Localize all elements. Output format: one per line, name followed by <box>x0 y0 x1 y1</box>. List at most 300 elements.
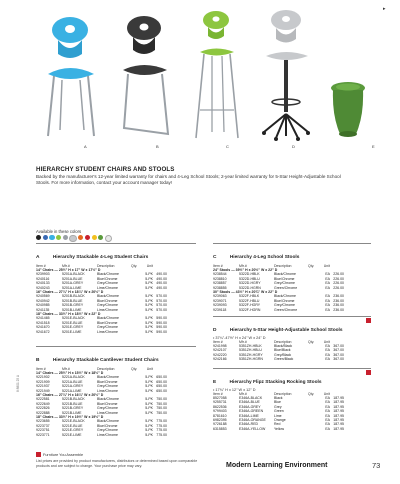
section-divider <box>36 243 196 244</box>
mfr-number: 5221B-GREY <box>62 406 84 411</box>
photo-letter-a: A <box>84 144 87 149</box>
column-header: Description <box>97 366 115 371</box>
color-swatch <box>63 235 68 240</box>
description: Black/Chrome <box>274 294 296 299</box>
description: Grey/Chrome <box>97 428 119 433</box>
column-header: Unit <box>146 366 153 371</box>
mfr-number: 5221E-BLACK <box>62 419 85 424</box>
quantity <box>308 427 320 431</box>
description: Blue/Chrome <box>97 320 118 325</box>
section-e <box>213 368 371 431</box>
assembly-legend <box>36 452 83 457</box>
unit: 5-PK <box>145 379 153 384</box>
mfr-number: E346A-ORANGE <box>239 418 266 423</box>
item-number: 9240243 <box>36 285 50 290</box>
size-spec: 16" Chairs — 27¼" H x 18¼" W x 20½" D <box>36 290 104 295</box>
description: Blue/Chrome <box>97 298 118 303</box>
unit: 5-PK <box>145 419 153 424</box>
mfr-number: 5322F-HGRY <box>239 303 261 308</box>
description: Grey/Chrome <box>274 281 296 286</box>
item-number: 9223737 <box>36 423 50 428</box>
section-divider <box>213 368 371 369</box>
mfr-number: 5221A-BLACK <box>62 375 85 380</box>
section-d <box>213 316 371 362</box>
price: 490.00 <box>156 276 167 281</box>
mfr-number: 5351ZH-HBLU <box>239 348 262 353</box>
mfr-number: E346A-LIME <box>239 413 259 418</box>
item-number: 6982395 <box>213 418 227 423</box>
unit: 5-PK <box>145 272 153 277</box>
unit: 5-PK <box>145 375 153 380</box>
mfr-number: E346A-GREEN <box>239 409 264 414</box>
item-number: 9222581 <box>36 397 50 402</box>
price: 236.00 <box>333 294 344 299</box>
unit: EA <box>325 409 330 414</box>
stool-e-illustration <box>331 82 365 137</box>
unit: 5-PK <box>145 397 153 402</box>
price: 187.95 <box>333 396 344 400</box>
description: Blue <box>274 400 282 405</box>
price: 590.00 <box>156 329 167 334</box>
mfr-number: E346A-BLUE <box>239 400 260 405</box>
item-number: 9241465 <box>36 316 50 321</box>
item-number: 9240569 <box>36 294 50 299</box>
item-number: 9241518 <box>36 320 50 325</box>
item-number: 9726188 <box>213 422 227 427</box>
color-swatch <box>49 235 54 240</box>
product-photos <box>28 10 400 150</box>
description: Yellow <box>274 426 284 431</box>
unit: EA <box>325 426 330 431</box>
section-letter: C <box>213 254 217 260</box>
mfr-number: 5201A-BLUE <box>62 276 83 281</box>
description: Grey <box>274 404 282 409</box>
column-header: Unit <box>323 263 330 268</box>
unit: 5-PK <box>145 329 153 334</box>
description: Black/Chrome <box>97 316 119 321</box>
unit: EA <box>325 285 330 290</box>
item-number: 9221909 <box>36 379 50 384</box>
item-number: 9239093 <box>213 303 227 308</box>
footer-section-title: Modern Learning Environment <box>226 462 328 469</box>
price: 226.00 <box>333 272 344 277</box>
unit: EA <box>325 357 330 362</box>
item-number: 9799403 <box>213 409 227 414</box>
description: Lime/Chrome <box>97 307 119 312</box>
table-row <box>36 330 167 334</box>
unit: EA <box>325 422 330 427</box>
item-number: 8781610 <box>213 413 227 418</box>
mfr-number: 5221B-BLACK <box>62 397 85 402</box>
quantity <box>308 357 320 361</box>
mfr-number: 5322F-HBLK <box>239 294 260 299</box>
unit: 5-PK <box>145 410 153 415</box>
stool-c-illustration <box>196 11 238 138</box>
size-spec: 18" Chairs — 33½" H x 19½" W x 19½" D <box>36 415 104 420</box>
chair-a-illustration <box>48 17 94 136</box>
description: Lime/Chrome <box>97 432 119 437</box>
color-swatch <box>43 235 48 240</box>
item-number: 9242107 <box>213 348 227 353</box>
mfr-number: 5201A-BLACK <box>62 272 85 277</box>
column-header: Mfr.# <box>62 263 70 268</box>
description: Grey/Black <box>274 352 292 357</box>
unit: EA <box>325 396 330 400</box>
price: 367.00 <box>333 352 344 357</box>
price: 187.95 <box>333 409 344 414</box>
item-number: 9221937 <box>36 384 50 389</box>
mfr-number: 5322D-HBLU <box>239 276 260 281</box>
column-header: Unit <box>323 339 330 344</box>
section-divider <box>213 316 371 317</box>
section-divider <box>36 346 196 347</box>
color-swatch <box>98 235 103 240</box>
price: 590.00 <box>156 320 167 325</box>
price: 226.00 <box>333 281 344 286</box>
mfr-number: 5201E-GREY <box>62 325 84 330</box>
section-b <box>36 346 196 437</box>
item-number: 9240116 <box>36 276 50 281</box>
item-number: 9238810 <box>213 276 227 281</box>
item-number: 6315853 <box>213 426 227 431</box>
unit: 5-PK <box>145 320 153 325</box>
assembly-icon <box>36 452 41 457</box>
section-title: Hierarchy Stackable 4-Leg Student Chairs <box>52 254 149 260</box>
section-title: Hierarchy Flipz Stacking Rocking Stools <box>229 379 322 385</box>
intro-text: Backed by the manufacturer's 12-year limited warranty for chairs and 4-Leg School Stools; 2-year limited warranty for 5-Star Height-Adjustable School Stools. For more information, contact your account manager today! <box>36 174 341 185</box>
item-number: 9221949 <box>36 388 50 393</box>
section-title: Hierarchy 4-Leg School Stools <box>229 254 300 260</box>
corner-mark: ▸ <box>383 6 386 12</box>
item-number: 9223655 <box>36 419 50 424</box>
item-number: 9242166 <box>213 357 227 362</box>
section-letter: B <box>36 357 40 363</box>
price: 650.00 <box>156 388 167 393</box>
description: Green/Chrome <box>274 307 298 312</box>
table-row <box>213 357 344 361</box>
mfr-number: 5201B-LIME <box>62 307 82 312</box>
mfr-number: E346A-GREY <box>239 404 261 409</box>
column-header: Item # <box>213 263 223 268</box>
mfr-number: 5221E-BLUE <box>62 423 83 428</box>
mfr-number: E346A-RED <box>239 422 259 427</box>
price: 775.00 <box>156 432 167 437</box>
mfr-number: 5322D-HGRY <box>239 281 261 286</box>
price: 367.00 <box>333 357 344 362</box>
unit: 5-PK <box>145 384 153 389</box>
section-letter: E <box>213 379 217 385</box>
price: 187.95 <box>333 413 344 418</box>
price: 590.00 <box>156 316 167 321</box>
unit: EA <box>325 303 330 308</box>
unit: 5-PK <box>145 285 153 290</box>
description: Lime/Chrome <box>97 329 119 334</box>
item-number: 9240133 <box>36 281 50 286</box>
item-number: 9221902 <box>36 375 50 380</box>
mfr-number: 5201E-BLACK <box>62 316 85 321</box>
description: Grey/Chrome <box>97 303 119 308</box>
mfr-number: 5201B-BLUE <box>62 298 83 303</box>
price: 490.00 <box>156 272 167 277</box>
section-letter: A <box>36 254 40 260</box>
price: 490.00 <box>156 285 167 290</box>
side-code: 8 8801 25 A <box>16 374 20 392</box>
description: Green/Black <box>274 357 294 362</box>
description: Black/Chrome <box>97 419 119 424</box>
price: 775.00 <box>156 419 167 424</box>
description: Black/Chrome <box>274 272 296 277</box>
unit: 5-PK <box>145 423 153 428</box>
chair-b-illustration <box>123 16 168 134</box>
color-swatch <box>69 235 76 242</box>
column-header: Qty. <box>131 366 138 371</box>
description: Red <box>274 422 281 427</box>
price: 775.00 <box>156 428 167 433</box>
price-disclaimer: List prices are provided by product manufacturers, distributors or determined based upon comparable products and are subject to change. Your purchase price may vary. <box>36 459 198 468</box>
section-spec: • 37¼"-47½" H x 24" W x 24" D <box>213 335 266 340</box>
item-number: 8527058 <box>213 396 227 400</box>
unit: 5-PK <box>145 294 153 299</box>
price: 570.00 <box>156 298 167 303</box>
description: Black/Black <box>274 344 293 348</box>
price: 236.00 <box>333 298 344 303</box>
mfr-number: 5201A-GREY <box>62 281 84 286</box>
product-table-d <box>213 340 344 362</box>
unit: EA <box>325 276 330 281</box>
price: 570.00 <box>156 307 167 312</box>
item-number: 8622536 <box>213 404 227 409</box>
item-number: 9241672 <box>36 329 50 334</box>
column-header: Description <box>274 339 292 344</box>
item-number: 9240942 <box>36 298 50 303</box>
description: Lime <box>274 413 282 418</box>
mfr-number: 5221A-BLUE <box>62 379 83 384</box>
item-number: 9222649 <box>36 401 50 406</box>
price: 367.00 <box>333 348 344 353</box>
column-header: Item # <box>36 366 46 371</box>
mfr-number: 5221A-LIME <box>62 388 82 393</box>
price: 236.00 <box>333 303 344 308</box>
unit: 5-PK <box>145 298 153 303</box>
price: 187.95 <box>333 426 344 431</box>
section-c <box>213 243 371 312</box>
mfr-number: 5221A-GREY <box>62 384 84 389</box>
price: 750.00 <box>156 410 167 415</box>
description: Black/Chrome <box>97 272 119 277</box>
column-header: Qty. <box>131 263 138 268</box>
price: 650.00 <box>156 375 167 380</box>
unit: EA <box>325 307 330 312</box>
column-header: Item # <box>36 263 46 268</box>
price: 750.00 <box>156 397 167 402</box>
price: 590.00 <box>156 325 167 330</box>
size-spec: 14" Chairs — 25½" H x 15½" W x 18½" D <box>36 371 104 375</box>
color-swatches <box>36 235 112 242</box>
color-swatch <box>56 235 61 240</box>
unit: 5-PK <box>145 307 153 312</box>
description: Blue/Chrome <box>97 379 118 384</box>
mfr-number: 5322D-HBLK <box>239 272 260 277</box>
description: Blue/Chrome <box>274 298 295 303</box>
item-number: 9240985 <box>36 303 50 308</box>
item-number: 9238857 <box>213 281 227 286</box>
mfr-number: 5221B-BLUE <box>62 401 83 406</box>
mfr-number: E346A-BLACK <box>239 396 263 400</box>
size-spec: 18" Chairs — 33½" H x 18½" W x 22" D <box>36 312 101 317</box>
quantity <box>308 308 320 312</box>
unit: EA <box>325 400 330 405</box>
column-header: Description <box>274 391 292 396</box>
description: Black/Chrome <box>97 294 119 299</box>
item-number: 9238544 <box>213 272 227 277</box>
unit: 5-PK <box>145 303 153 308</box>
description: Grey/Chrome <box>97 406 119 411</box>
column-header: Mfr.# <box>239 263 247 268</box>
column-header: Mfr.# <box>239 391 247 396</box>
item-number: 9239118 <box>213 307 227 312</box>
color-swatch <box>105 235 112 242</box>
unit: 5-PK <box>145 325 153 330</box>
assembly-legend-label: Furniture You Assemble <box>43 452 84 457</box>
item-number: 9223771 <box>36 432 50 437</box>
description: Blue/Chrome <box>97 276 118 281</box>
unit: 5-PK <box>145 316 153 321</box>
item-number: 9242220 <box>213 352 227 357</box>
page-number: 73 <box>372 461 381 470</box>
column-header: Unit <box>323 391 330 396</box>
product-table-b <box>36 367 167 438</box>
description: Blue/Chrome <box>274 276 295 281</box>
section-letter: D <box>213 327 217 333</box>
table-row <box>213 427 344 431</box>
column-header: Description <box>274 263 292 268</box>
description: Blue/Chrome <box>97 401 118 406</box>
mfr-number: 5201B-BLACK <box>62 294 85 299</box>
price: 226.00 <box>333 276 344 281</box>
mfr-number: 5221E-LIME <box>62 432 82 437</box>
column-header: Unit <box>146 263 153 268</box>
item-number: 9241670 <box>36 325 50 330</box>
price: 750.00 <box>156 401 167 406</box>
description: Grey/Chrome <box>97 384 119 389</box>
description: Blue/Chrome <box>97 423 118 428</box>
unit: EA <box>325 352 330 357</box>
unit: EA <box>325 281 330 286</box>
mfr-number: 5322F-HGRN <box>239 307 261 312</box>
item-number: 9238855 <box>213 285 227 290</box>
column-header: Mfr.# <box>62 366 70 371</box>
mfr-number: 5322D-HGRN <box>239 285 261 290</box>
price: 187.95 <box>333 400 344 405</box>
unit: 5-PK <box>145 281 153 286</box>
price: 570.00 <box>156 294 167 299</box>
description: Black/Chrome <box>97 375 119 380</box>
mfr-number: 5201E-LIME <box>62 329 82 334</box>
unit: 5-PK <box>145 432 153 437</box>
price: 187.95 <box>333 422 344 427</box>
unit: EA <box>325 418 330 423</box>
assembly-icon <box>366 318 371 323</box>
price: 187.95 <box>333 404 344 409</box>
column-header: Qty. <box>308 391 315 396</box>
column-header: Item # <box>213 391 223 396</box>
photo-letter-b: B <box>156 144 159 149</box>
unit: EA <box>325 272 330 277</box>
item-number: 9239071 <box>213 298 227 303</box>
unit: EA <box>325 404 330 409</box>
quantity <box>131 330 143 334</box>
color-swatch <box>36 235 41 240</box>
column-header: Item # <box>213 339 223 344</box>
price: 187.95 <box>333 418 344 423</box>
color-swatch <box>85 235 90 240</box>
description: Lime/Chrome <box>97 285 119 290</box>
item-number: 9222826 <box>36 406 50 411</box>
section-divider <box>213 243 371 244</box>
unit: EA <box>325 344 330 348</box>
unit: 5-PK <box>145 276 153 281</box>
item-number: 9255731 <box>213 400 227 405</box>
mfr-number: 5201E-BLUE <box>62 320 83 325</box>
mfr-number: 5201B-GREY <box>62 303 84 308</box>
description: Blue/Black <box>274 348 291 353</box>
item-number: 9222888 <box>36 410 50 415</box>
column-header: Qty. <box>308 339 315 344</box>
product-table-e <box>213 392 344 432</box>
colors-label: Available in these colors <box>36 229 82 234</box>
unit: EA <box>325 348 330 353</box>
description: Black/Chrome <box>97 397 119 402</box>
description: Green <box>274 409 284 414</box>
item-number: 9241998 <box>213 344 227 348</box>
product-table-c <box>213 264 344 312</box>
description: Green/Chrome <box>274 285 298 290</box>
table-row <box>213 308 344 312</box>
section-a <box>36 243 196 334</box>
section-spec: • 17¾" H x 12" W x 12" D <box>213 387 256 392</box>
item-number: 9241135 <box>36 307 50 312</box>
column-header: Mfr.# <box>239 339 247 344</box>
unit: EA <box>325 298 330 303</box>
color-swatch <box>92 235 97 240</box>
price: 367.00 <box>333 344 344 348</box>
size-spec: 30" Stools — 43½" H x 20¾" W x 22" D <box>213 290 278 295</box>
price: 750.00 <box>156 406 167 411</box>
description: Grey/Chrome <box>97 281 119 286</box>
stool-d-illustration <box>262 10 310 141</box>
description: Lime/Chrome <box>97 388 119 393</box>
description: Grey/Chrome <box>274 303 296 308</box>
unit: 5-PK <box>145 401 153 406</box>
unit: 5-PK <box>145 406 153 411</box>
mfr-number: 5351ZH-HGRN <box>239 357 263 362</box>
unit: EA <box>325 294 330 299</box>
size-spec: 16" Chairs — 27¼" H x 16¼" W x 20½" D <box>36 393 104 398</box>
mfr-number: 5322F-HBLU <box>239 298 260 303</box>
photo-letter-e: E <box>372 144 375 149</box>
quantity <box>131 433 143 437</box>
color-swatch <box>78 235 83 240</box>
unit: EA <box>325 413 330 418</box>
item-number: 9239903 <box>36 272 50 277</box>
size-spec: 14" Chairs — 25½" H x 17" W x 17½" D <box>36 268 101 272</box>
description: Orange <box>274 418 286 423</box>
column-header: Qty. <box>308 263 315 268</box>
description: Lime/Chrome <box>97 410 119 415</box>
price: 490.00 <box>156 281 167 286</box>
description: Grey/Chrome <box>97 325 119 330</box>
assembly-icon <box>366 370 371 375</box>
